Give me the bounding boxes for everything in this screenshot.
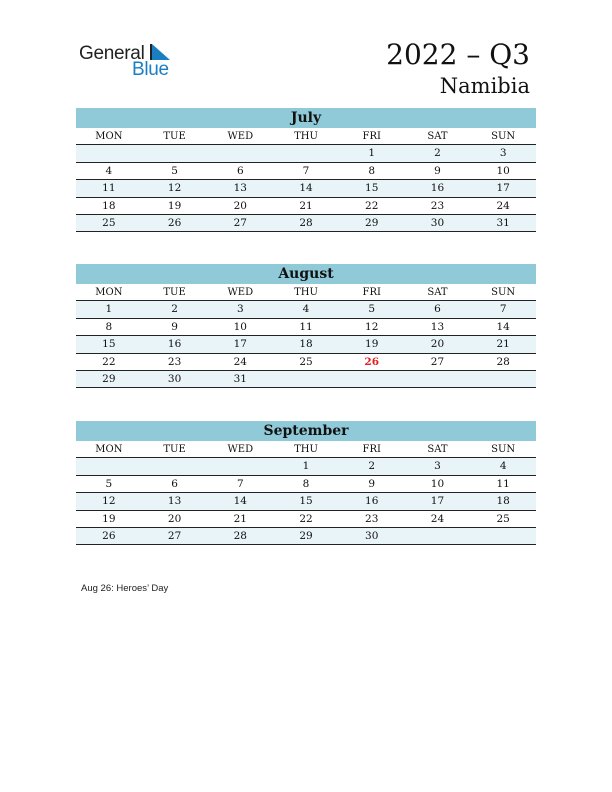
weekday-label: MON <box>95 131 123 142</box>
day-cell: 18 <box>496 495 510 508</box>
week-row <box>76 319 536 336</box>
day-cell: 18 <box>102 199 116 212</box>
week-row <box>76 371 536 388</box>
week-row <box>76 476 536 493</box>
day-cell: 30 <box>430 216 445 229</box>
day-cell: 2 <box>434 147 441 160</box>
day-cell: 3 <box>499 147 507 160</box>
holiday-note: Aug 26: Heroes’ Day <box>81 583 169 594</box>
day-cell: 8 <box>368 164 376 177</box>
weekday-label: SUN <box>491 287 516 298</box>
day-cell: 12 <box>365 320 379 333</box>
day-cell: 17 <box>233 338 247 351</box>
day-cell: 23 <box>167 355 182 368</box>
day-cell: 3 <box>236 303 244 316</box>
weekday-label: MON <box>95 287 123 298</box>
logo-flag-icon <box>150 44 170 60</box>
weekday-header-row <box>76 441 536 458</box>
day-cell: 2 <box>368 460 376 473</box>
day-cell: 9 <box>368 477 376 490</box>
day-cell: 28 <box>233 529 247 542</box>
day-cell: 15 <box>102 338 116 351</box>
day-cell: 26 <box>102 529 116 542</box>
empty-day-cell <box>470 371 536 387</box>
day-cell: 8 <box>105 320 113 333</box>
day-cell: 13 <box>233 182 247 195</box>
weekday-label: THU <box>294 131 318 142</box>
logo-text-blue: Blue <box>132 59 169 80</box>
country-name: Namibia <box>439 74 530 98</box>
day-cell: 31 <box>496 216 510 229</box>
weekday-label: WED <box>227 287 254 298</box>
week-row <box>76 528 536 545</box>
weekday-label: TUE <box>163 287 186 298</box>
empty-day-cell <box>142 145 208 161</box>
weekday-label: TUE <box>163 131 186 142</box>
month-header: August <box>76 264 536 284</box>
day-cell: 22 <box>365 199 379 212</box>
day-cell: 16 <box>365 495 379 508</box>
day-cell: 20 <box>233 199 247 212</box>
week-row <box>76 180 536 197</box>
day-cell: 27 <box>233 216 247 229</box>
empty-day-cell <box>273 371 339 387</box>
day-cell: 1 <box>105 303 113 316</box>
day-cell: 23 <box>430 199 445 212</box>
day-cell: 6 <box>171 477 178 490</box>
weekday-header-row <box>76 284 536 301</box>
day-cell: 14 <box>299 182 313 195</box>
day-cell: 12 <box>167 182 182 195</box>
day-cell: 26 <box>167 216 182 229</box>
day-cell: 1 <box>302 460 310 473</box>
day-cell: 24 <box>430 512 445 525</box>
day-cell: 17 <box>496 182 510 195</box>
day-cell: 15 <box>365 182 379 195</box>
weekday-label: FRI <box>362 131 381 142</box>
day-cell: 20 <box>167 512 182 525</box>
day-cell: 25 <box>299 355 313 368</box>
empty-day-cell <box>405 528 471 544</box>
day-cell: 3 <box>434 460 441 473</box>
week-row <box>76 163 536 180</box>
day-cell: 30 <box>365 529 379 542</box>
day-cell: 25 <box>102 216 116 229</box>
day-cell: 7 <box>236 477 244 490</box>
day-cell: 16 <box>167 338 182 351</box>
day-cell: 13 <box>167 495 182 508</box>
week-row <box>76 145 536 162</box>
day-cell: 22 <box>102 355 116 368</box>
empty-day-cell <box>273 145 339 161</box>
logo-text-general: General <box>79 43 145 64</box>
day-cell: 15 <box>299 495 313 508</box>
weekday-label: SAT <box>427 131 448 142</box>
empty-day-cell <box>207 458 273 474</box>
month-calendar <box>76 421 536 545</box>
month-header: July <box>76 108 536 128</box>
day-cell: 8 <box>302 477 310 490</box>
day-cell: 5 <box>368 303 376 316</box>
day-cell: 31 <box>233 372 247 385</box>
day-cell: 26 <box>364 355 380 368</box>
day-cell: 5 <box>105 477 113 490</box>
week-row <box>76 301 536 318</box>
day-cell: 5 <box>171 164 178 177</box>
day-cell: 30 <box>167 372 182 385</box>
day-cell: 14 <box>233 495 247 508</box>
weekday-label: MON <box>95 444 123 455</box>
day-cell: 18 <box>299 338 313 351</box>
page-title: 2022 – Q3 <box>386 38 530 71</box>
day-cell: 13 <box>430 320 445 333</box>
day-cell: 24 <box>233 355 247 368</box>
day-cell: 21 <box>496 338 510 351</box>
day-cell: 10 <box>233 320 247 333</box>
day-cell: 9 <box>434 164 441 177</box>
day-cell: 11 <box>299 320 313 333</box>
day-cell: 14 <box>496 320 510 333</box>
day-cell: 21 <box>299 199 313 212</box>
week-row <box>76 215 536 232</box>
day-cell: 11 <box>496 477 510 490</box>
day-cell: 22 <box>299 512 313 525</box>
day-cell: 28 <box>496 355 510 368</box>
week-row <box>76 336 536 353</box>
empty-day-cell <box>76 458 142 474</box>
weekday-header-row <box>76 128 536 145</box>
day-cell: 6 <box>236 164 244 177</box>
empty-day-cell <box>339 371 405 387</box>
day-cell: 2 <box>171 303 178 316</box>
week-row <box>76 354 536 371</box>
month-header: September <box>76 421 536 441</box>
day-cell: 29 <box>365 216 379 229</box>
day-cell: 21 <box>233 512 247 525</box>
day-cell: 19 <box>102 512 116 525</box>
day-cell: 4 <box>499 460 507 473</box>
day-cell: 25 <box>496 512 510 525</box>
day-cell: 17 <box>430 495 445 508</box>
week-row <box>76 511 536 528</box>
day-cell: 7 <box>499 303 507 316</box>
day-cell: 4 <box>302 303 310 316</box>
weekday-label: SAT <box>427 287 448 298</box>
weekday-label: FRI <box>362 444 381 455</box>
day-cell: 10 <box>496 164 510 177</box>
empty-day-cell <box>76 145 142 161</box>
empty-day-cell <box>207 145 273 161</box>
empty-day-cell <box>405 371 471 387</box>
week-row <box>76 198 536 215</box>
day-cell: 27 <box>167 529 182 542</box>
day-cell: 28 <box>299 216 313 229</box>
day-cell: 27 <box>430 355 445 368</box>
week-row <box>76 458 536 475</box>
logo <box>79 40 189 80</box>
weekday-label: THU <box>294 444 318 455</box>
weekday-label: SUN <box>491 444 516 455</box>
day-cell: 19 <box>167 199 182 212</box>
weekday-label: WED <box>227 444 254 455</box>
weekday-label: SUN <box>491 131 516 142</box>
weekday-label: FRI <box>362 287 381 298</box>
weekday-label: THU <box>294 287 318 298</box>
day-cell: 1 <box>368 147 376 160</box>
day-cell: 23 <box>365 512 379 525</box>
month-calendar <box>76 264 536 388</box>
day-cell: 4 <box>105 164 113 177</box>
empty-day-cell <box>142 458 208 474</box>
day-cell: 29 <box>299 529 313 542</box>
day-cell: 12 <box>102 495 116 508</box>
day-cell: 6 <box>434 303 441 316</box>
day-cell: 29 <box>102 372 116 385</box>
day-cell: 20 <box>430 338 445 351</box>
weekday-label: TUE <box>163 444 186 455</box>
day-cell: 7 <box>302 164 310 177</box>
day-cell: 19 <box>365 338 379 351</box>
day-cell: 9 <box>171 320 178 333</box>
day-cell: 10 <box>430 477 445 490</box>
week-row <box>76 493 536 510</box>
weekday-label: WED <box>227 131 254 142</box>
month-calendar <box>76 108 536 232</box>
weekday-label: SAT <box>427 444 448 455</box>
day-cell: 11 <box>102 182 116 195</box>
day-cell: 24 <box>496 199 510 212</box>
empty-day-cell <box>470 528 536 544</box>
day-cell: 16 <box>430 182 445 195</box>
